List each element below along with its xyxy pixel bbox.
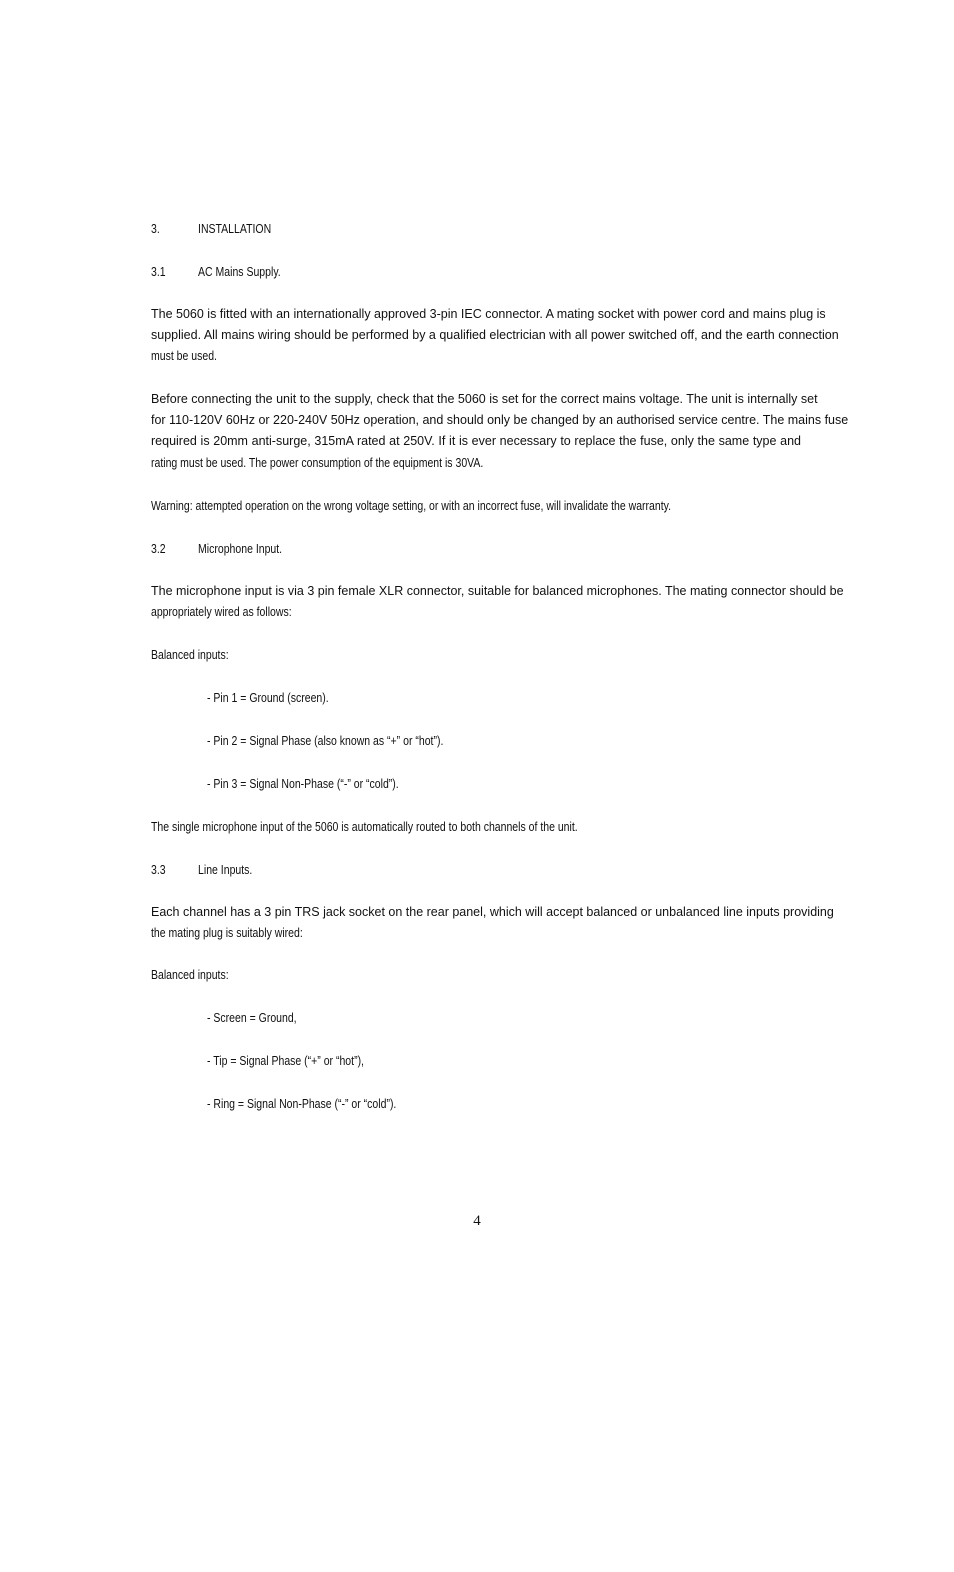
paragraph-line: must be used.: [151, 349, 217, 363]
paragraph-line: The single microphone input of the 5060 is automatically routed to both channels of the unit.: [151, 820, 578, 834]
pin-list-item: - Screen = Ground,: [207, 1011, 297, 1025]
paragraph-line: rating must be used. The power consumption of the equipment is 30VA.: [151, 456, 484, 470]
warning-text: attempted operation on the wrong voltage setting, or with an incorrect fuse, will invalidate the warranty.: [195, 499, 672, 513]
subsection-title: Line Inputs.: [198, 863, 253, 877]
pin-list-item: - Pin 1 = Ground (screen).: [207, 691, 329, 705]
pin-list-item: - Tip = Signal Phase (“+” or “hot”),: [207, 1054, 364, 1068]
paragraph-line: for 110-120V 60Hz or 220-240V 50Hz operation, and should only be changed by an authorised service centre. The mains fuse: [151, 413, 849, 427]
pin-list-item: - Ring = Signal Non-Phase (“-” or “cold”).: [207, 1097, 397, 1111]
paragraph-line: the mating plug is suitably wired:: [151, 926, 303, 940]
pin-list-item: - Pin 3 = Signal Non-Phase (“-” or “cold”).: [207, 777, 399, 791]
balanced-inputs-label: Balanced inputs:: [151, 968, 229, 982]
paragraph-line: Before connecting the unit to the supply, check that the 5060 is set for the correct mains voltage. The unit is internally set: [151, 392, 818, 406]
warning-label: Warning:: [151, 499, 193, 513]
paragraph-line: The 5060 is fitted with an internationally approved 3-pin IEC connector. A mating socket with power cord and mains plug is: [151, 307, 826, 321]
balanced-inputs-label: Balanced inputs:: [151, 648, 229, 662]
paragraph-line: The microphone input is via 3 pin female XLR connector, suitable for balanced microphones. The mating connector should be: [151, 584, 844, 598]
pin-list-item: - Pin 2 = Signal Phase (also known as “+” or “hot”).: [207, 734, 444, 748]
subsection-number: 3.3: [151, 863, 166, 877]
page-number: 4: [473, 1213, 481, 1229]
section-number: 3.: [151, 222, 160, 236]
subsection-number: 3.1: [151, 265, 166, 279]
subsection-title: Microphone Input.: [198, 542, 283, 556]
subsection-title: AC Mains Supply.: [198, 265, 281, 279]
section-title: INSTALLATION: [198, 222, 272, 236]
paragraph-line: Each channel has a 3 pin TRS jack socket on the rear panel, which will accept balanced or unbalanced line inputs providing: [151, 905, 834, 919]
subsection-number: 3.2: [151, 542, 166, 556]
paragraph-line: appropriately wired as follows:: [151, 605, 292, 619]
paragraph-line: required is 20mm anti-surge, 315mA rated at 250V. If it is ever necessary to replace the fuse, only the same type and: [151, 434, 801, 448]
paragraph-line: supplied. All mains wiring should be performed by a qualified electrician with all power switched off, and the earth connection: [151, 328, 839, 342]
warning-note: [151, 496, 697, 517]
